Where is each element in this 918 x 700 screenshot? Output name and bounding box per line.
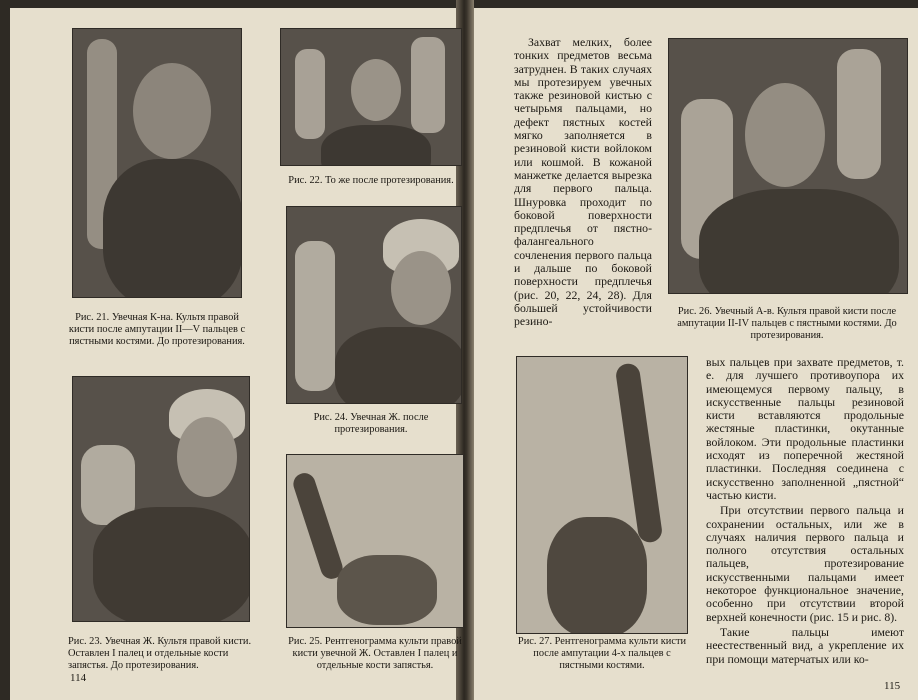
caption-fig23: Рис. 23. Увечная Ж. Культя правой кисти. Оставлен I палец и отдельные кости запястья. До протезирования.: [68, 636, 252, 672]
caption-fig21: Рис. 21. Увечная К-на. Культя правой кисти после ампутации II—V пальцев с пястными костями. До протезирования.: [68, 312, 246, 348]
photo-fig22: [280, 28, 462, 166]
photo-fig26: [668, 38, 908, 294]
paragraph-3: Такие пальцы имеют неестественный вид, а укрепление их при помощи матерчатых или ко-: [706, 624, 904, 666]
paragraph-1: вых пальцев при захвате предметов, т. е. для лучшего противоупора их имеющемуся первому пальцу, в искусственные пальцы резиновой кисти вставляются продольные жестяные пластинки, окутанные войлоком. Эти продольные пластинки исходят из поперечной жестяной пластинки. Последняя соединена с искусственно заполненной „пястной“ частью кисти.: [706, 355, 904, 502]
paragraph-top: Захват мелких, более тонких предметов весьма затруднен. В таких случаях мы протезируем увечных также резиновой кистью с четырьмя пальцами, но дефект пястных костей мягко заполняется в резиновой кисти войлоком или кошмой. В кожаной манжетке делается вырезка для первого пальца. Шнуровка проходит по боковой поверхности предплечья от пястно-фалангеального сочленения первого пальца и дальше по боковой поверхности предплечья (рис. 20, 22, 24, 28). Для большей устойчивости резино-: [514, 35, 652, 329]
caption-fig26: Рис. 26. Увечный А-в. Культя правой кисти после ампутации II-IV пальцев с пястными костями. До протезирования.: [677, 306, 897, 342]
caption-fig24: Рис. 24. Увечная Ж. после протезирования.: [313, 412, 429, 436]
caption-fig25: Рис. 25. Рентгенограмма культи правой кисти увечной Ж. Оставлен I палец и отдельные кости запястья.: [288, 636, 462, 672]
text-column-top: [514, 36, 652, 329]
page-number-right: 115: [884, 680, 901, 692]
text-column-bottom: [706, 356, 904, 666]
photo-fig21: [72, 28, 242, 298]
xray-fig27: [516, 356, 688, 634]
photo-fig23: [72, 376, 250, 622]
caption-fig27: Рис. 27. Рентгенограмма культи кисти после ампутации 4-х пальцев с пястными костями.: [517, 636, 687, 672]
photo-fig24: [286, 206, 462, 404]
xray-fig25: [286, 454, 464, 628]
caption-fig22: Рис. 22. То же после протезирования.: [288, 175, 454, 186]
page-number-left: 114: [70, 672, 87, 684]
paragraph-2: При отсутствии первого пальца и сохранении остальных, или же в случаях наличия первого пальца и полного отсутствия остальных пальцев, протезирование искусственными пальцами имеет некоторое функциональное значение, особенно при отсутствии второй верхней конечности (рис. 15 и рис. 8).: [706, 503, 904, 624]
